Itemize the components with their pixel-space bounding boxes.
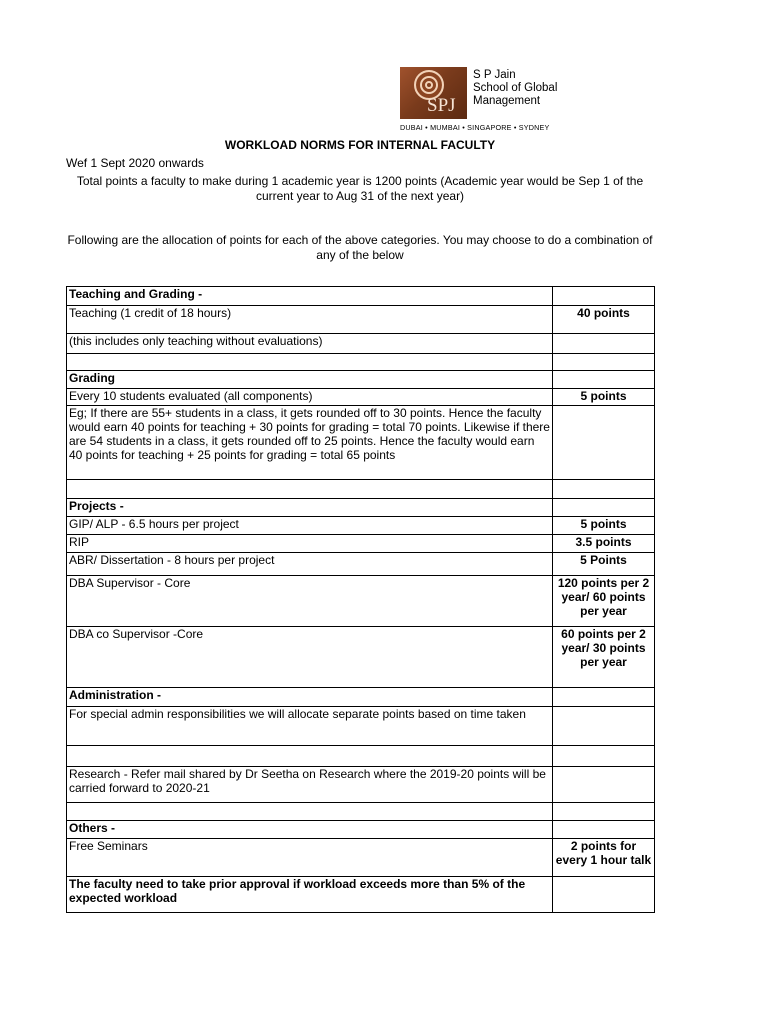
activity-cell: ABR/ Dissertation - 8 hours per project — [67, 553, 553, 576]
logo-emblem — [400, 67, 467, 119]
activity-cell — [67, 803, 553, 821]
logo-wordmark — [473, 69, 557, 108]
points-cell: 60 points per 2 year/ 30 points per year — [553, 627, 655, 688]
logo-line-1: S P Jain — [473, 69, 516, 81]
school-logo — [400, 67, 580, 135]
activity-cell: DBA co Supervisor -Core — [67, 627, 553, 688]
table-row — [67, 627, 655, 688]
table-row — [67, 389, 655, 406]
activity-cell — [67, 354, 553, 371]
table-row — [67, 306, 655, 334]
activity-cell: Research - Refer mail shared by Dr Seetha on Research where the 2019-20 points will be carried forward to 2020-21 — [67, 767, 553, 803]
points-cell — [553, 499, 655, 517]
category-heading: Administration - — [67, 688, 553, 707]
activity-cell: RIP — [67, 535, 553, 553]
table-row — [67, 287, 655, 306]
logo-cities: DUBAI • MUMBAI • SINGAPORE • SYDNEY — [400, 123, 550, 132]
category-heading: Others - — [67, 821, 553, 839]
points-cell: 40 points — [553, 306, 655, 334]
table-row — [67, 688, 655, 707]
points-cell: 2 points for every 1 hour talk — [553, 839, 655, 877]
points-cell: 5 Points — [553, 553, 655, 576]
table-row — [67, 354, 655, 371]
activity-cell: Free Seminars — [67, 839, 553, 877]
category-heading: Projects - — [67, 499, 553, 517]
points-cell: 5 points — [553, 517, 655, 535]
points-cell — [553, 354, 655, 371]
table-row — [67, 406, 655, 480]
table-row — [67, 839, 655, 877]
allocation-intro: Following are the allocation of points for each of the above categories. You may choose to do a combination of any of the below — [67, 233, 653, 262]
category-heading: Teaching and Grading - — [67, 287, 553, 306]
points-cell — [553, 821, 655, 839]
points-cell — [553, 877, 655, 913]
table-row — [67, 803, 655, 821]
points-cell — [553, 707, 655, 746]
workload-table — [66, 286, 655, 913]
table-row — [67, 746, 655, 767]
logo-line-2: School of Global — [473, 82, 558, 94]
activity-cell — [67, 746, 553, 767]
points-cell — [553, 803, 655, 821]
table-row — [67, 576, 655, 627]
table-row — [67, 499, 655, 517]
points-cell — [553, 746, 655, 767]
activity-cell: DBA Supervisor - Core — [67, 576, 553, 627]
points-cell — [553, 287, 655, 306]
points-cell: 5 points — [553, 389, 655, 406]
table-row — [67, 821, 655, 839]
points-cell — [553, 480, 655, 499]
points-cell: 3.5 points — [553, 535, 655, 553]
points-cell — [553, 334, 655, 354]
approval-note: The faculty need to take prior approval if workload exceeds more than 5% of the expected workload — [67, 877, 553, 913]
table-row — [67, 767, 655, 803]
table-row — [67, 517, 655, 535]
table-row — [67, 535, 655, 553]
table-row — [67, 480, 655, 499]
table-row — [67, 371, 655, 389]
logo-abbreviation: SPJ — [427, 95, 456, 116]
logo-line-3: Management — [473, 95, 541, 107]
activity-cell: GIP/ ALP - 6.5 hours per project — [67, 517, 553, 535]
activity-cell: For special admin responsibilities we will allocate separate points based on time taken — [67, 707, 553, 746]
document-title: WORKLOAD NORMS FOR INTERNAL FACULTY — [224, 138, 496, 152]
points-cell — [553, 767, 655, 803]
activity-cell — [67, 480, 553, 499]
effective-date: Wef 1 Sept 2020 onwards — [66, 156, 204, 170]
table-row — [67, 877, 655, 913]
points-cell — [553, 406, 655, 480]
activity-cell: (this includes only teaching without evaluations) — [67, 334, 553, 354]
table-row — [67, 334, 655, 354]
activity-cell: Every 10 students evaluated (all components) — [67, 389, 553, 406]
points-cell: 120 points per 2 year/ 60 points per year — [553, 576, 655, 627]
points-cell — [553, 371, 655, 389]
activity-cell: Teaching (1 credit of 18 hours) — [67, 306, 553, 334]
table-row — [67, 553, 655, 576]
category-heading: Grading — [67, 371, 553, 389]
table-row — [67, 707, 655, 746]
activity-cell: Eg; If there are 55+ students in a class, it gets rounded off to 30 points. Hence the faculty would earn 40 points for teaching + 30 points for grading = total 70 points. Likewise if there are 54 students in a class, it gets rounded off to 25 points. Hence the faculty would earn 40 points for teaching + 25 points for grading = total 65 points — [67, 406, 553, 480]
total-points-note: Total points a faculty to make during 1 academic year is 1200 points (Academic year would be Sep 1 of the current year to Aug 31 of the next year) — [76, 174, 644, 203]
points-cell — [553, 688, 655, 707]
